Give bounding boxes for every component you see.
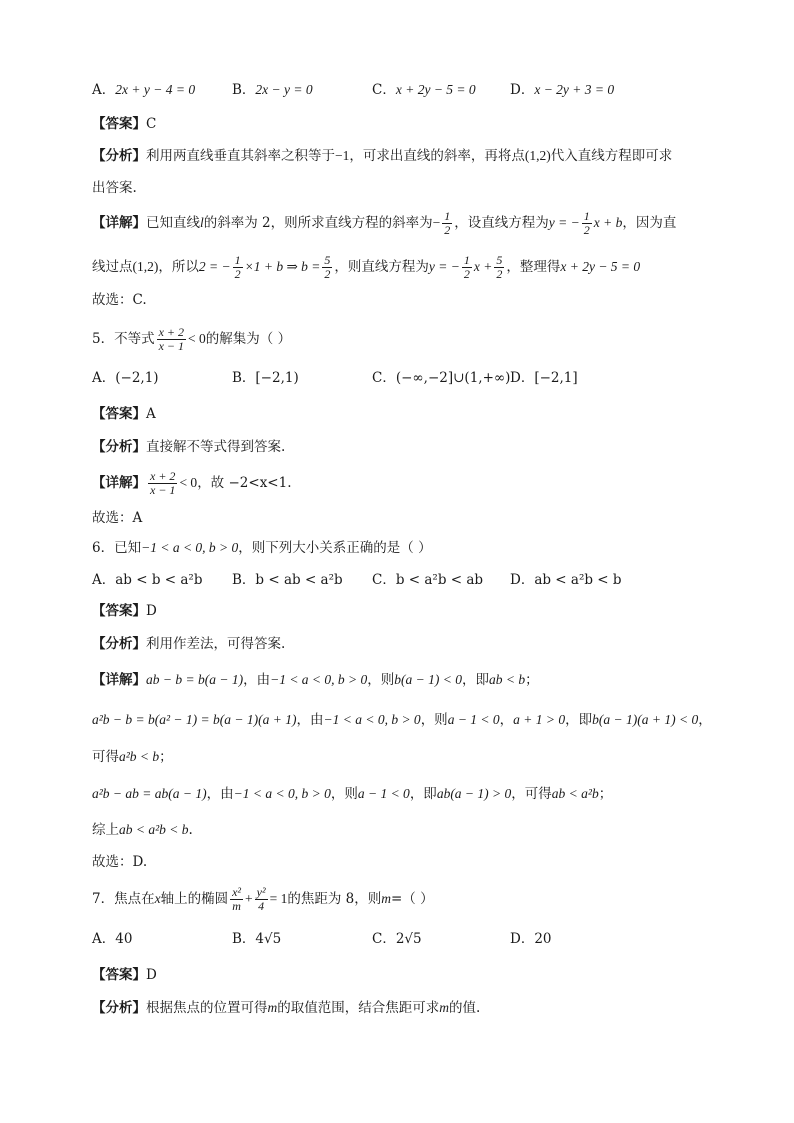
q6-detail-line2: a²b − b = b(a² − 1) = b(a − 1)(a + 1)，由−1 < a < 0, b > 0，则a − 1 < 0，a + 1 > 0，即b(a − 1)(a + 1) < 0， bbox=[92, 712, 712, 728]
q6-detail-line4: a²b − ab = ab(a − 1)，由−1 < a < 0, b > 0，则a − 1 < 0，即ab(a − 1) > 0，可得ab < a²b； bbox=[92, 786, 613, 802]
q5-option-d: D．[−2,1] bbox=[510, 370, 578, 386]
q4-detail-line1: 【详解】已知直线l的斜率为 2，则所求直线方程的斜率为− $\frac{1}{2}$ ，设直线方程为y = − $\frac{1}{2}$ x + b，因为直 bbox=[92, 209, 677, 237]
fraction-half: $\frac{1}{2}$ bbox=[444, 209, 451, 237]
fraction-half: $\frac{1}{2}$ bbox=[583, 209, 590, 237]
q6-option-b: B．b < ab < a²b bbox=[232, 572, 343, 588]
q6-answer: 【答案】D bbox=[92, 603, 157, 619]
q4-answer: 【答案】C bbox=[92, 116, 157, 132]
q6-detail-line3: 可得a²b < b； bbox=[92, 749, 173, 765]
q6-choose: 故选：D. bbox=[92, 854, 148, 870]
q7-answer: 【答案】D bbox=[92, 967, 157, 983]
q7-stem: 7．焦点在x轴上的椭圆 $\frac{\text{x²}}{m}$ + $\frac{\text{y²}}{4}$ = 1的焦距为 8，则m=（ ） bbox=[92, 885, 434, 913]
q5-fraction: $\frac{x + 2}{x - 1}$ bbox=[158, 325, 185, 353]
q7-option-d: D．20 bbox=[510, 931, 552, 947]
q4-analysis-line1: 【分析】利用两直线垂直其斜率之积等于−1，可求出直线的斜率，再将点(1,2)代入直线方程即可求 bbox=[92, 148, 673, 164]
fraction-five-halves: $\frac{5}{2}$ bbox=[324, 253, 331, 281]
q5-detail: 【详解】 $\frac{x + 2}{x - 1}$ < 0，故 −2<x<1. bbox=[92, 469, 292, 497]
q7-analysis: 【分析】根据焦点的位置可得m的取值范围，结合焦距可求m的值. bbox=[92, 1000, 481, 1016]
q7-option-a: A．40 bbox=[92, 931, 133, 947]
q4-detail-line2: 线过点(1,2)，所以2 = − $\frac{1}{2}$ ×1 + b ⇒ b = $\frac{5}{2}$ ，则直线方程为y = − $\frac{1}{2}$ x + $\frac{5}{2}$ ，整理得x + 2y − 5 = 0 bbox=[92, 253, 641, 281]
q6-option-a: A．ab < b < a²b bbox=[92, 572, 203, 588]
q5-option-c: C．(−∞,−2]∪(1,+∞) bbox=[372, 370, 511, 386]
q5-analysis: 【分析】直接解不等式得到答案. bbox=[92, 439, 286, 455]
q7-fraction-x: $\frac{\text{x²}}{m}$ bbox=[232, 885, 242, 913]
fraction-half: $\frac{1}{2}$ bbox=[463, 253, 470, 281]
q5-choose: 故选：A bbox=[92, 510, 143, 526]
q5-option-b: B．[−2,1) bbox=[232, 370, 299, 386]
q7-fraction-y: $\frac{\text{y²}}{4}$ bbox=[256, 885, 266, 913]
q4-option-d: D．x − 2y + 3 = 0 bbox=[510, 82, 615, 98]
q6-stem: 6．已知−1 < a < 0, b > 0，则下列大小关系正确的是（ ） bbox=[92, 540, 432, 556]
q5-option-a: A．(−2,1) bbox=[92, 370, 159, 386]
q6-detail-line1: 【详解】ab − b = b(a − 1)，由−1 < a < 0, b > 0，则b(a − 1) < 0，即ab < b； bbox=[92, 672, 539, 688]
q5-stem: 5．不等式 $\frac{x + 2}{x - 1}$ < 0的解集为（ ） bbox=[92, 325, 292, 353]
q7-option-c: C．2√5 bbox=[372, 931, 422, 947]
q4-option-c: C．x + 2y − 5 = 0 bbox=[372, 82, 476, 98]
q4-analysis-line2: 出答案. bbox=[92, 180, 137, 196]
q5-fraction: $\frac{x + 2}{x - 1}$ bbox=[150, 469, 176, 497]
q6-detail-line5: 综上ab < a²b < b. bbox=[92, 822, 193, 838]
q4-choose: 故选：C. bbox=[92, 292, 147, 308]
q5-answer: 【答案】A bbox=[92, 406, 156, 422]
q4-option-b: B．2x − y = 0 bbox=[232, 82, 313, 98]
q6-analysis: 【分析】利用作差法，可得答案. bbox=[92, 636, 286, 652]
q4-option-a: A．2x + y − 4 = 0 bbox=[92, 82, 196, 98]
fraction-five-halves: $\frac{5}{2}$ bbox=[496, 253, 503, 281]
fraction-half: $\frac{1}{2}$ bbox=[234, 253, 241, 281]
q7-option-b: B．4√5 bbox=[232, 931, 282, 947]
q6-option-d: D．ab < a²b < b bbox=[510, 572, 622, 588]
q6-option-c: C．b < a²b < ab bbox=[372, 572, 484, 588]
